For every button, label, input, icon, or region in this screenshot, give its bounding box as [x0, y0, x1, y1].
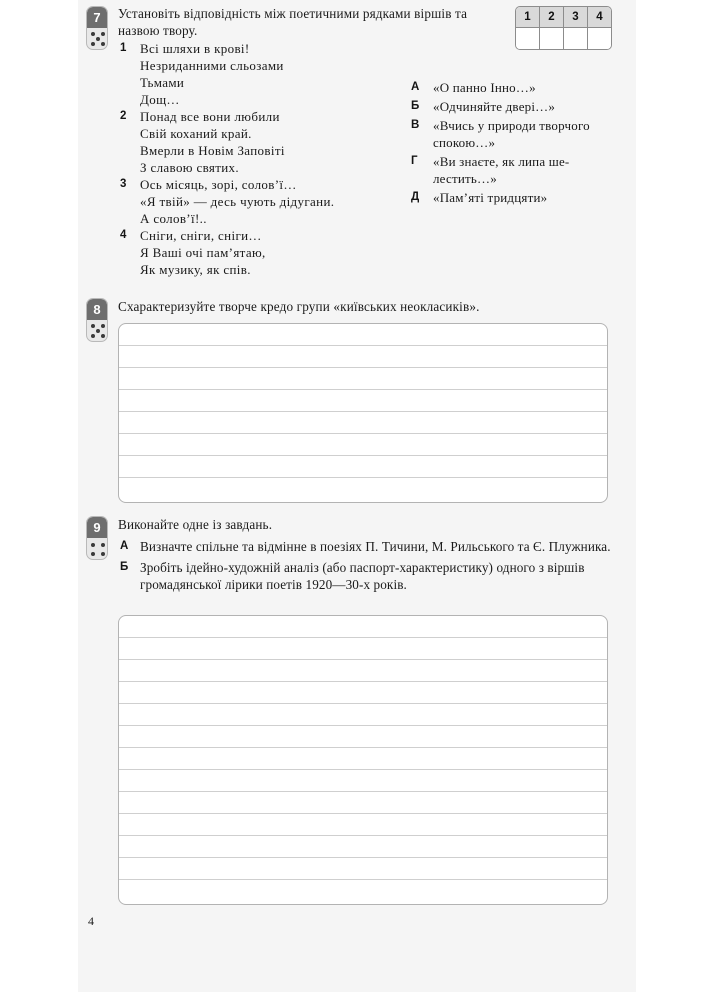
task-7-stem: Установіть відповідність між поетичними рядками віршів та назвою твору. [118, 6, 468, 38]
task-badge-9 [86, 516, 108, 560]
answer-option-b[interactable] [409, 98, 614, 115]
task-badge-number: 8 [87, 299, 107, 320]
task-9-answer-box[interactable] [118, 615, 608, 905]
option-letter: Г [411, 155, 418, 167]
option-text: «Ви знаєте, як липа шелестить…» [433, 154, 570, 186]
table-row-headers [516, 7, 611, 28]
task-badge-number: 7 [87, 7, 107, 28]
answer-line[interactable] [119, 478, 607, 500]
answer-line[interactable] [119, 638, 607, 660]
match-answer-4[interactable] [588, 28, 611, 49]
answer-line[interactable] [119, 726, 607, 748]
answer-line[interactable] [119, 858, 607, 880]
poem-line: Сніги, сніги, сніги… [140, 228, 262, 243]
list-item [118, 176, 408, 227]
option-letter: Б [120, 561, 129, 573]
poem-line: Понад все вони любили [140, 109, 280, 124]
option-letter: Д [411, 191, 420, 203]
task-badge-dots [87, 538, 107, 560]
match-answer-2[interactable] [540, 28, 564, 49]
option-text: «Вчись у природи творчого спокою…» [433, 118, 590, 150]
answer-line[interactable] [119, 390, 607, 412]
answer-line[interactable] [119, 704, 607, 726]
answer-line[interactable] [119, 660, 607, 682]
poem-index: 2 [120, 110, 127, 122]
answer-line[interactable] [119, 880, 607, 902]
poem-line: Дощ… [140, 92, 180, 107]
option-text: «Одчиняйте двері…» [433, 99, 556, 114]
list-item [118, 227, 408, 278]
match-header-3: 3 [564, 7, 588, 28]
match-header-2: 2 [540, 7, 564, 28]
poem-line: А солов’ї!.. [140, 211, 207, 226]
match-answer-3[interactable] [564, 28, 588, 49]
table-row-answers [516, 28, 611, 49]
option-text: «О панно Інно…» [433, 80, 536, 95]
page-number: 4 [88, 914, 94, 928]
answer-line[interactable] [119, 682, 607, 704]
option-text: Зробіть ідейно-художній аналіз (або паспорт-характеристику) одного з віршів громадянської лірики поетів 1920—30-х років. [140, 560, 585, 592]
task-9-stem: Виконайте одне із завдань. [118, 517, 273, 532]
option-letter: Б [411, 100, 420, 112]
answer-line[interactable] [119, 324, 607, 346]
task-8-stem: Схарактеризуйте творче кредо групи «київських неокласиків». [118, 299, 480, 314]
matching-answer-table[interactable] [515, 6, 612, 50]
answer-line[interactable] [119, 434, 607, 456]
task-8-answer-box[interactable] [118, 323, 608, 503]
match-header-4: 4 [588, 7, 611, 28]
option-letter: А [120, 540, 129, 552]
poem-fragment-list [118, 40, 408, 278]
poem-line: Вмерли в Новім Заповіті [140, 143, 285, 158]
poem-line: Тьмами [140, 75, 185, 90]
match-answer-1[interactable] [516, 28, 540, 49]
poem-index: 1 [120, 42, 127, 54]
poem-line: Як музику, як спів. [140, 262, 251, 277]
task-9-sub-list [118, 538, 613, 597]
task-badge-dots [87, 28, 107, 50]
answer-option-d[interactable] [409, 189, 614, 206]
poem-line: Незриданними сльозами [140, 58, 284, 73]
option-text: Визначте спільне та відмінне в поезіях П. Тичини, М. Рильського та Є. Плужника. [140, 539, 611, 554]
task-badge-8 [86, 298, 108, 342]
list-item [118, 40, 408, 108]
task-badge-7 [86, 6, 108, 50]
answer-line[interactable] [119, 616, 607, 638]
answer-option-list [409, 79, 614, 208]
answer-line[interactable] [119, 748, 607, 770]
poem-line: Всі шляхи в крові! [140, 41, 250, 56]
answer-line[interactable] [119, 792, 607, 814]
task-9-option-a[interactable] [118, 538, 613, 555]
poem-line: «Я твій» — десь чують дідугани. [140, 194, 335, 209]
option-text: «Пам’яті тридцяти» [433, 190, 548, 205]
poem-line: Ось місяць, зорі, солов’ї… [140, 177, 297, 192]
poem-index: 3 [120, 178, 127, 190]
match-header-1: 1 [516, 7, 540, 28]
page-content [78, 0, 636, 992]
answer-line[interactable] [119, 346, 607, 368]
answer-line[interactable] [119, 770, 607, 792]
answer-line[interactable] [119, 412, 607, 434]
list-item [118, 108, 408, 176]
answer-option-a[interactable] [409, 79, 614, 96]
option-letter: В [411, 119, 420, 131]
answer-line[interactable] [119, 456, 607, 478]
poem-line: Свій коханий край. [140, 126, 252, 141]
poem-index: 4 [120, 229, 127, 241]
task-badge-dots [87, 320, 107, 342]
answer-option-h[interactable] [409, 153, 614, 187]
answer-line[interactable] [119, 836, 607, 858]
task-9-option-b[interactable] [118, 559, 613, 593]
page-sheet [78, 0, 636, 992]
option-letter: А [411, 81, 420, 93]
task-badge-number: 9 [87, 517, 107, 538]
answer-line[interactable] [119, 814, 607, 836]
answer-option-v[interactable] [409, 117, 614, 151]
answer-line[interactable] [119, 368, 607, 390]
poem-line: З славою святих. [140, 160, 240, 175]
poem-line: Я Ваші очі пам’ятаю, [140, 245, 266, 260]
